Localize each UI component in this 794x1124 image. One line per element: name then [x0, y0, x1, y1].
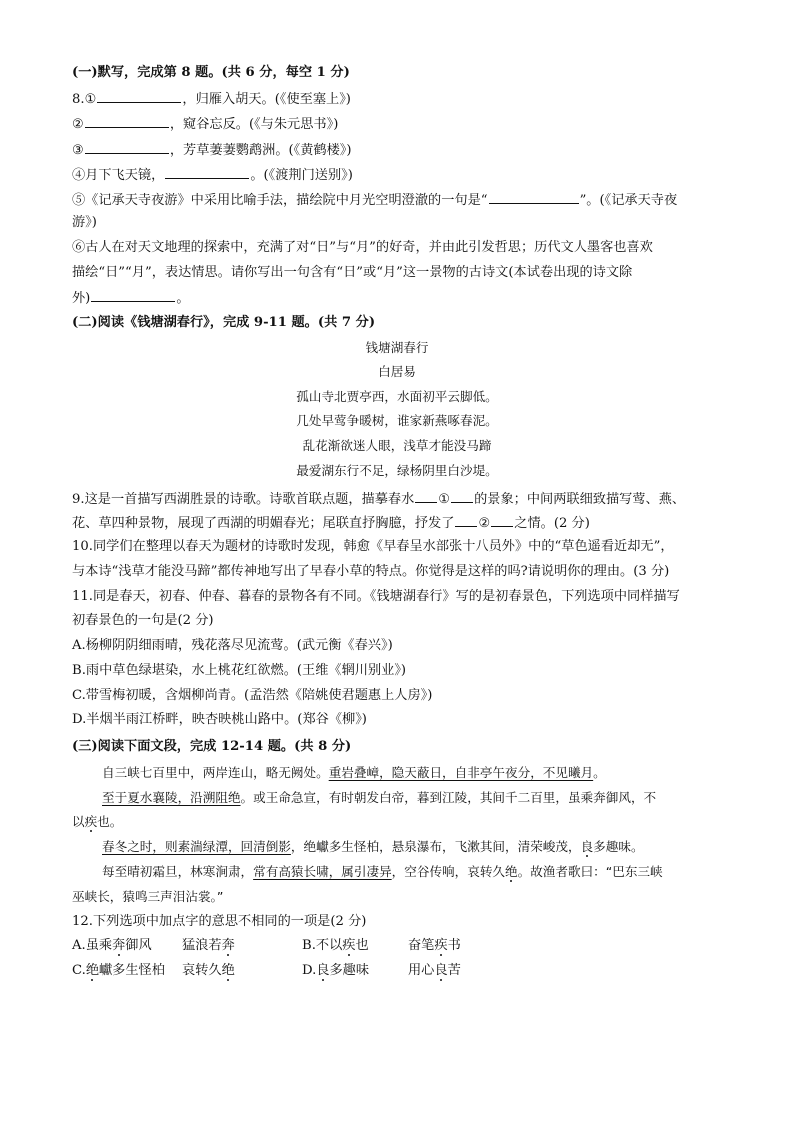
q9-mark-2: ②	[478, 516, 491, 531]
q8-item6-post: 。	[176, 291, 190, 306]
q11-option-c[interactable]: C.带雪梅初暖，含烟柳尚青。(孟浩然《陪姚使君题惠上人房》)	[72, 688, 433, 703]
q12-d-1: D.	[302, 963, 317, 978]
answer-blank-2[interactable]	[85, 114, 169, 128]
q10-line1: 10.同学们在整理以春天为题材的诗歌时发现，韩愈《早春呈水部张十八员外》中的“草色遥看近却无”，	[72, 539, 674, 554]
q12-option-c[interactable]	[72, 962, 165, 980]
q8-item2-num: ②	[72, 117, 84, 132]
q12-c-dot1: 绝	[85, 963, 99, 978]
answer-blank-5[interactable]	[489, 190, 579, 204]
q12-d-dot2: 良	[434, 963, 448, 978]
q12-a-2: 御风	[125, 938, 152, 953]
q8-item5-post: ”。(《记承天寺夜	[579, 193, 678, 208]
q12-a-dot2: 奔	[221, 938, 235, 953]
section1-header: (一)默写，完成第 8 题。(共 6 分，每空 1 分)	[72, 65, 350, 80]
q12-option-c-compare	[182, 962, 235, 980]
q12-c-1: C.	[72, 963, 86, 978]
q12-option-a[interactable]	[72, 937, 152, 955]
poem-author: 白居易	[378, 364, 416, 379]
q11-option-a[interactable]: A.杨柳阴阴细雨晴，残花落尽见流莺。(武元衡《春兴》)	[72, 638, 393, 653]
poem-title: 钱塘湖春行	[365, 340, 429, 355]
q11-option-b[interactable]: B.雨中草色绿堪染，水上桃花红欲燃。(王维《辋川别业》)	[72, 663, 407, 678]
q12-b-3: 奋笔	[408, 938, 435, 953]
q12-b-4: 书	[447, 938, 461, 953]
passage-p4-a: 每至晴初霜旦，林寒涧肃，	[102, 864, 254, 879]
q12-a-3: 猛浪若	[182, 938, 222, 953]
q9-line2	[72, 513, 590, 533]
passage-p4-e: 。故渔者歌曰：“巴东三峡	[517, 864, 663, 879]
q12-option-b[interactable]	[302, 937, 369, 955]
passage-p2-underlined: 至于夏水襄陵，沿溯阻绝	[102, 790, 241, 805]
q10-line2: 与本诗“浅草才能没马蹄”都传神地写出了早春小草的特点。你觉得是这样的吗?请说明你的理由。(3 分)	[72, 564, 670, 579]
passage-p3-d: 多趣味。	[593, 839, 644, 854]
q8-item1-rest: ，归雁入胡天。(《使至塞上》)	[182, 92, 351, 107]
q12-c-dot2: 绝	[221, 963, 235, 978]
answer-blank-3[interactable]	[85, 140, 169, 154]
q8-item3-num: ③	[72, 143, 84, 158]
q12-a-dot1: 奔	[112, 938, 126, 953]
q9-text-a: 9.这是一首描写西湖胜景的诗歌。诗歌首联点题，描摹春水	[72, 492, 415, 507]
q8-item3	[72, 140, 352, 160]
passage-p1-a: 自三峡七百里中，两岸连山，略无阙处。	[102, 765, 329, 780]
q8-item2-rest: ，窥谷忘反。(《与朱元思书》)	[169, 117, 339, 132]
q12-c-3: 哀转久	[182, 963, 222, 978]
q12-c-2: 巘多生怪柏	[99, 963, 165, 978]
q12-b-dot2: 疾	[434, 938, 448, 953]
q11-option-d[interactable]: D.半烟半雨江桥畔，映杏映桃山路中。(郑谷《柳》)	[72, 712, 367, 727]
q8-item2	[72, 114, 338, 134]
section2-header: (二)阅读《钱塘湖春行》，完成 9-11 题。(共 7 分)	[72, 315, 376, 330]
q8-item6-line3	[72, 288, 190, 308]
answer-blank-4[interactable]	[165, 165, 249, 179]
dotted-char-ji: 疾	[84, 814, 98, 829]
passage-p2-cont	[72, 813, 122, 831]
q8-item4-pre: ④月下飞天镜，	[72, 168, 165, 183]
q9-text-l2c: 之情。(2 分)	[514, 516, 590, 531]
q12-b-2: 也	[355, 938, 369, 953]
q12-option-d-compare	[408, 962, 461, 980]
passage-p4-c: ，空谷传响，哀转久	[391, 864, 505, 879]
q12-d-2: 多趣味	[329, 963, 370, 978]
q9-blank-2a[interactable]	[455, 513, 477, 527]
passage-p1	[102, 764, 606, 782]
dotted-char-liang: 良	[580, 839, 594, 854]
passage-p4-underlined: 常有高猿长啸，属引凄异	[253, 864, 392, 879]
poem-line-2: 几处早莺争暖树，谁家新燕啄春泥。	[296, 413, 498, 428]
q8-item5	[72, 190, 677, 210]
poem-line-1: 孤山寺北贾亭西，水面初平云脚低。	[296, 389, 498, 404]
q12-a-1: A.虽乘	[72, 938, 113, 953]
poem-line-3: 乱花渐欲迷人眼，浅草才能没马蹄	[302, 438, 492, 453]
q8-item4	[72, 165, 353, 185]
q8-item1-num: 8.①	[72, 92, 97, 107]
answer-blank-6[interactable]	[91, 288, 175, 302]
q9-line1	[72, 489, 685, 509]
q8-item1	[72, 89, 351, 109]
q8-item6-pre: 外)	[72, 291, 91, 306]
q8-item5-cont: 游》)	[72, 215, 97, 230]
passage-p3-underlined: 春冬之时，则素湍绿潭，回清倒影	[102, 839, 291, 854]
poem-line-4: 最爱湖东行不足，绿杨阴里白沙堤。	[296, 463, 498, 478]
passage-p1-c: 。	[593, 765, 606, 780]
q8-item6-line1: ⑥古人在对天文地理的探索中，充满了对“日”与“月”的好奇，并由此引发哲思；历代文人墨客也喜欢	[72, 240, 653, 255]
dotted-char-jue: 绝	[505, 864, 518, 879]
q11-line2: 初春景色的一句是(2 分)	[72, 613, 214, 628]
passage-p1-underlined: 重岩叠嶂，隐天蔽日，自非亭午夜分，不见曦月	[328, 765, 594, 780]
q12-option-d[interactable]	[302, 962, 369, 980]
passage-p4-cont: 巫峡长，猿鸣三声泪沾裳。”	[72, 889, 224, 904]
q9-mark-1: ①	[438, 492, 451, 507]
q12-option-b-compare	[408, 937, 461, 955]
passage-p2	[102, 789, 656, 807]
q8-item4-post: 。(《渡荆门送别》)	[250, 168, 353, 183]
passage-p2-c1: 以	[72, 814, 85, 829]
q12-b-1: B.不以	[302, 938, 343, 953]
q8-item3-rest: ，芳草萋萋鹦鹉洲。(《黄鹤楼》)	[169, 143, 352, 158]
passage-p4	[102, 863, 663, 881]
q9-text-l2a: 花、草四种景物，展现了西湖的明媚春光；尾联直抒胸臆，抒发了	[72, 516, 455, 531]
answer-blank-1[interactable]	[97, 89, 181, 103]
passage-p3	[102, 838, 644, 856]
q12-d-4: 苦	[447, 963, 461, 978]
q9-blank-1a[interactable]	[415, 489, 437, 503]
section3-header: (三)阅读下面文段，完成 12-14 题。(共 8 分)	[72, 739, 352, 754]
q12-d-dot1: 良	[316, 963, 330, 978]
q11-line1: 11.同是春天，初春、仲春、暮春的景物各有不同。《钱塘湖春行》写的是初春景色，下列选项中同样描写	[72, 589, 680, 604]
q9-blank-1b[interactable]	[451, 489, 473, 503]
q12-b-dot1: 疾	[342, 938, 356, 953]
q12-option-a-compare	[182, 937, 235, 955]
passage-p2-b: 。或王命急宣，有时朝发白帝，暮到江陵，其间千二百里，虽乘奔御风，不	[240, 790, 657, 805]
q9-text-c: 的景象；中间两联细致描写莺、燕、	[474, 492, 686, 507]
q9-blank-2b[interactable]	[491, 513, 513, 527]
q8-item5-pre: ⑤《记承天寺夜游》中采用比喻手法，描绘院中月光空明澄澈的一句是“	[72, 193, 488, 208]
q8-item6-line2: 描绘“日”“月”，表达情思。请你写出一句含有“日”或“月”这一景物的古诗文(本试卷出现的诗文除	[72, 265, 633, 280]
passage-p3-b: ，绝巘多生怪柏，悬泉瀑布，飞漱其间，清荣峻茂，	[290, 839, 581, 854]
q12-d-3: 用心	[408, 963, 435, 978]
q12-stem: 12.下列选项中加点字的意思不相同的一项是(2 分)	[72, 914, 367, 929]
passage-p2-c3: 也。	[97, 814, 123, 829]
